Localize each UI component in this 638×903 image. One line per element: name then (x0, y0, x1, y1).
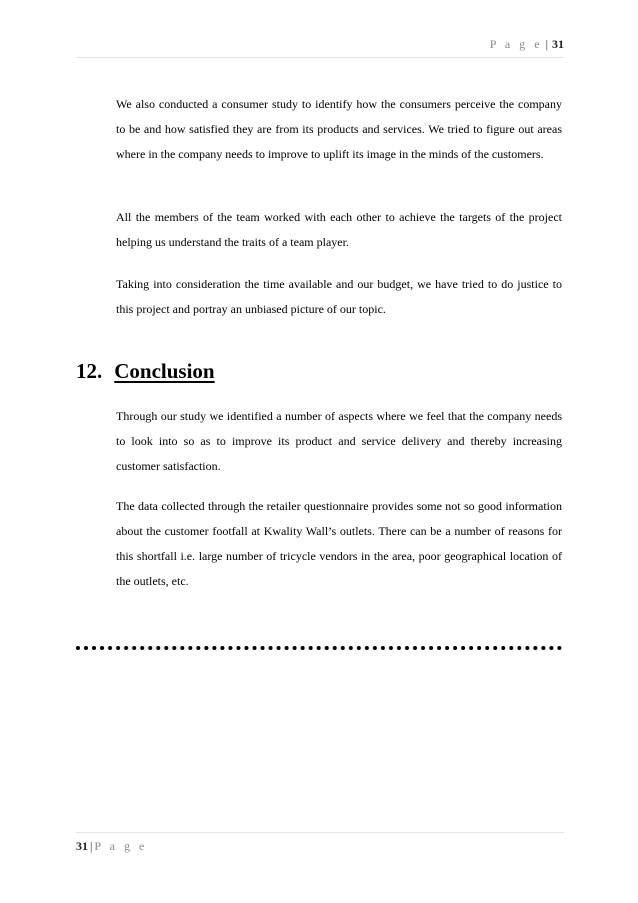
paragraph-team-members: All the members of the team worked with each other to achieve the targets of the project helping us understand the traits of a team player. (116, 210, 562, 249)
header-separator: | (545, 37, 548, 51)
footer-separator: | (90, 839, 93, 853)
paragraph-time-budget: Taking into consideration the time available and our budget, we have tried to do justice to this project and portray an unbiased picture of our topic. (116, 277, 562, 316)
paragraph-study-findings: Through our study we identified a number of aspects where we feel that the company needs to look into so as to improve its product and service delivery and thereby increasing customer satisfaction. (116, 409, 562, 473)
footer-page-number: 31 (76, 839, 88, 853)
header-page-word: P a g e (489, 37, 543, 51)
section-heading (76, 357, 215, 385)
paragraph-consumer-study: We also conducted a consumer study to identify how the consumers perceive the company to be and how satisfied they are from its products and services. We tried to figure out areas where in the company needs to improve to uplift its image in the minds of the customers. (116, 97, 562, 161)
header-page-number: 31 (552, 37, 564, 51)
dotted-divider (76, 646, 562, 650)
page-header (76, 37, 564, 58)
page-footer (76, 832, 564, 854)
footer-page-word: P a g e (94, 839, 148, 853)
section-number: 12. (76, 359, 103, 383)
section-title: Conclusion (114, 359, 215, 383)
paragraph-retailer-data: The data collected through the retailer questionnaire provides some not so good information about the customer footfall at Kwality Wall’s outlets. There can be a number of reasons for this shortfall i.e. large number of tricycle vendors in the area, poor geographical location of the outlets, etc. (116, 499, 562, 588)
